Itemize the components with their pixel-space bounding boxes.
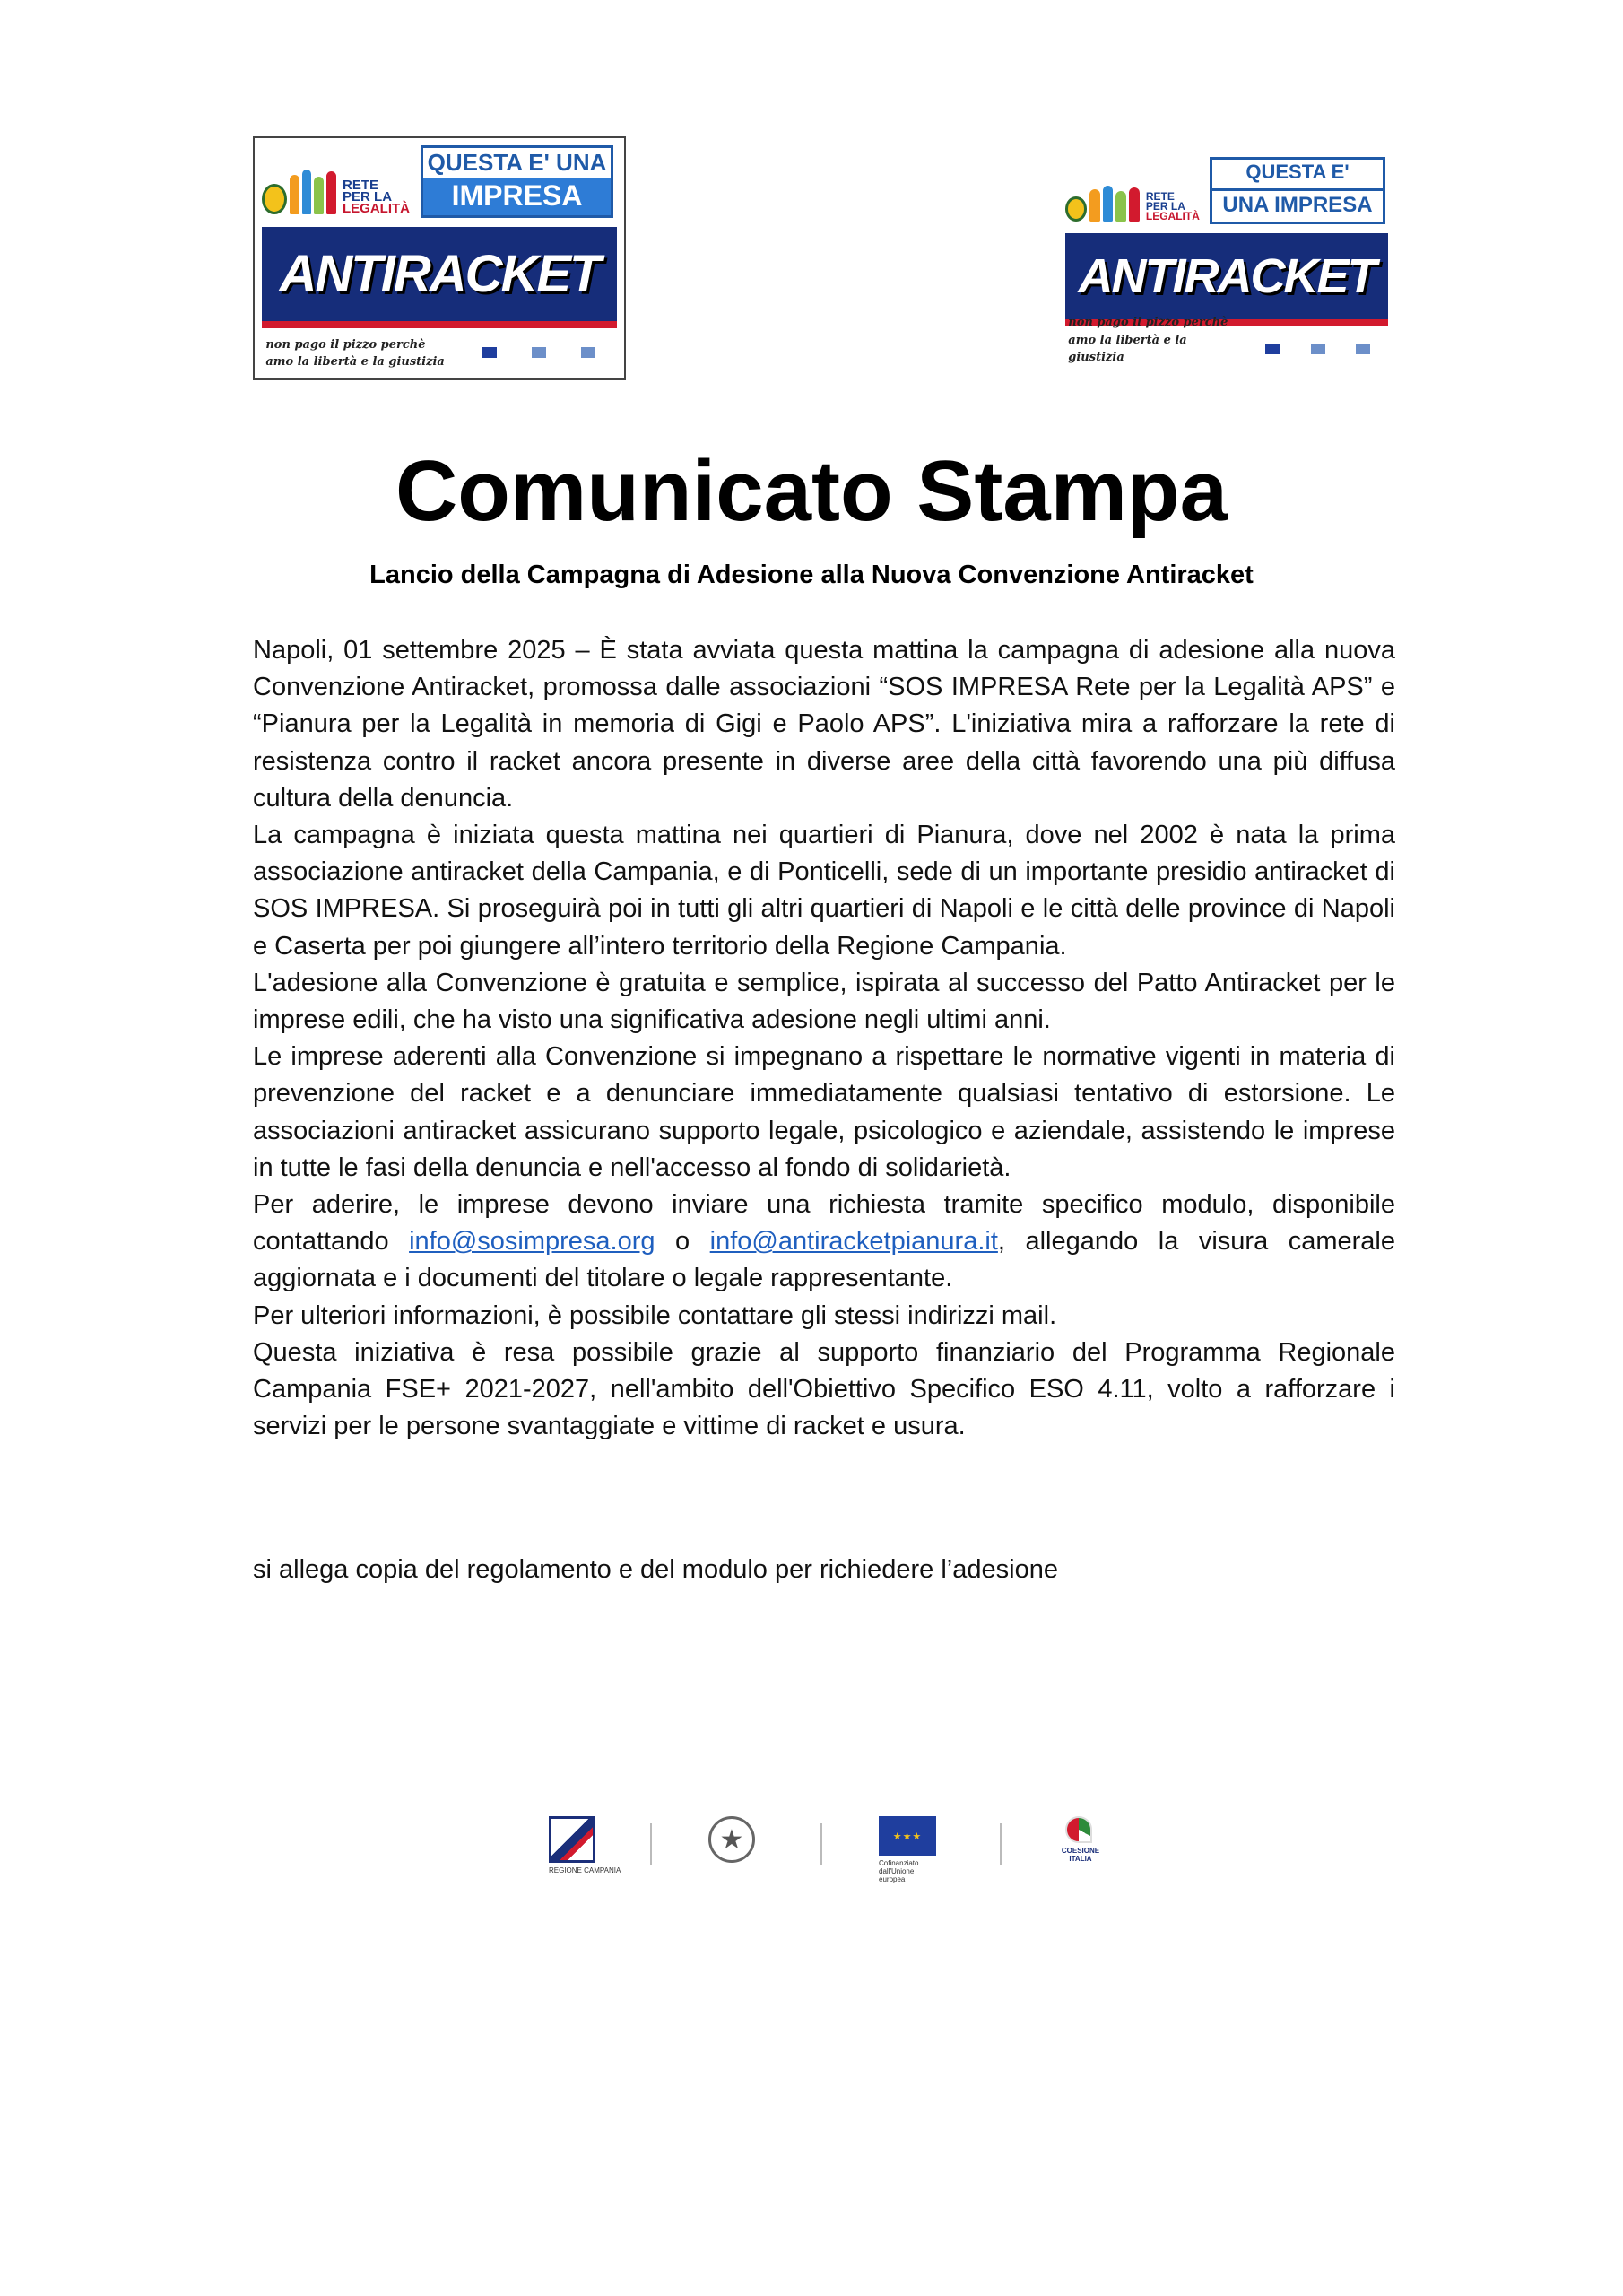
antiracket-logo-right [1058,151,1395,373]
emblem-icon [1311,344,1325,354]
how-to-join-or: o [655,1227,710,1257]
rete-legalita-emblem [262,144,410,214]
rete-line: RETE [343,177,379,193]
eu-caption [879,1859,938,1883]
footer-divider [1000,1823,1002,1865]
rete-line: PER LA [343,188,393,204]
emblem-icon [532,347,546,358]
logo-motto [1068,314,1244,367]
questa-line: QUESTA E' [1212,160,1383,187]
attachment-note: si allega copia del regolamento e del modulo per richiedere l’adesione [253,1555,1058,1584]
person-figure-icon [290,175,299,214]
rete-legalita-text [343,179,410,214]
rete-legalita-emblem [1065,155,1200,221]
logo-motto [265,336,457,371]
footer-divider [820,1823,822,1865]
logo-top-row [255,138,624,224]
how-to-join-rest: , allegando la visura camerale aggiornata e i documenti del titolare o legale rappresentante. [253,1227,1395,1293]
person-figure-icon [1103,186,1114,222]
eu-flag-icon [482,347,497,358]
coesione-italia-logo [1058,1816,1103,1863]
questa-line: QUESTA E' UNA [423,148,610,178]
impresa-line: IMPRESA [423,178,610,215]
emblem-star-icon: ★ [708,1816,755,1863]
person-figure-icon [326,171,336,214]
campania-icon [1356,344,1370,354]
antiracket-logo-left [253,136,626,380]
paragraph-how-to-join [253,1187,1395,1298]
antiracket-text: ANTIRACKET [1078,248,1376,303]
eu-flag-icon [1265,344,1280,354]
person-figure-icon [1129,187,1140,222]
campania-caption: REGIONE CAMPANIA [549,1866,621,1874]
motto-line: non pago il pizzo perchè [265,337,426,352]
paragraph-commitments: Le imprese aderenti alla Convenzione si impegnano a rispettare le normative vigenti in materia di prevenzione del racket e a denunciare immediatamente qualsiasi tentativo di estorsione. Le associazioni antiracket assicurano supporto legale, psicologico e aziendale, assistendo le imprese in tutte le fasi della denuncia e nell'accesso al fondo di solidarietà. [253,1042,1395,1182]
coesione-caption-line: COESIONE [1061,1847,1100,1855]
antiracket-band [262,227,617,328]
paragraph-contact: Per ulteriori informazioni, è possibile contattare gli stessi indirizzi mail. [253,1300,1057,1330]
eu-cofunded-logo [879,1816,938,1883]
funding-logos-footer [538,1816,1112,1888]
footer-divider [650,1823,652,1865]
eu-caption-line: Cofinanziato [879,1859,919,1867]
coesione-mark-icon [1065,1816,1092,1843]
rete-line: PER LA [1145,199,1185,213]
campania-mark-icon [549,1816,595,1863]
person-figure-icon [314,177,324,214]
coesione-caption [1058,1847,1103,1863]
sponsor-mini-logos [465,340,613,364]
eu-flag-icon: ★★★ [879,1816,936,1856]
sos-impresa-seal-icon [262,184,287,214]
press-release-body [253,632,1395,1445]
paragraph-intro: Napoli, 01 settembre 2025 – È stata avviata questa mattina la campagna di adesione alla nuova Convenzione Antiracket, promossa dalle associazioni “SOS IMPRESA Rete per la Legalità APS” e “Pianura per la Legalità in memoria di Gigi e Paolo APS”. L'iniziativa mira a rafforzare la rete di resistenza contro il racket ancora presente in diverse aree della città favorendo una più diffusa cultura della denuncia. [253,636,1395,813]
eu-caption-line: dall'Unione europea [879,1867,915,1883]
italian-republic-emblem [708,1816,759,1870]
motto-line: non pago il pizzo perchè [1068,316,1228,330]
impresa-line: UNA IMPRESA [1212,188,1383,222]
rete-legalita-text [1145,189,1200,222]
rete-line: RETE [1145,189,1175,203]
paragraph-funding: Questa iniziativa è resa possibile grazie al supporto finanziario del Programma Regionale Campania FSE+ 2021-2027, nell'ambito dell'Obiettivo Specifico ESO 4.11, volto a rafforzare i servizi per le persone svantaggiate e vittime di racket e usura. [253,1337,1395,1441]
person-figure-icon [1089,189,1100,222]
email-link-antiracketpianura[interactable]: info@antiracketpianura.it [709,1227,998,1257]
person-figure-icon [302,170,312,214]
antiracket-band [1065,233,1389,326]
person-figure-icon [1115,191,1126,222]
antiracket-text: ANTIRACKET [279,244,600,303]
paragraph-campaign: La campagna è iniziata questa mattina nei quartieri di Pianura, dove nel 2002 è nata la prima associazione antiracket della Campania, e di Ponticelli, sede di un importante presidio antiracket di SOS IMPRESA. Si proseguirà poi in tutti gli altri quartieri di Napoli e le città delle province di Napoli e Caserta per poi giungere all’intero territorio della Regione Campania. [253,821,1395,961]
questa-impresa-box [421,145,612,218]
logo-top-row [1058,151,1395,230]
page-subtitle: Lancio della Campagna di Adesione alla Nuova Convenzione Antiracket [369,561,1254,589]
how-to-join-text: Per aderire, le imprese devono inviare una richiesta tramite specifico modulo, disponibile contattando [253,1190,1395,1257]
campania-icon [581,347,595,358]
rete-line: LEGALITÀ [1145,209,1200,222]
sponsor-mini-logos [1250,337,1384,360]
paragraph-adhesion: L'adesione alla Convenzione è gratuita e semplice, ispirata al successo del Patto Antiracket per le imprese edili, che ha visto una significativa adesione negli ultimi anni. [253,968,1395,1035]
email-link-sosimpresa[interactable]: info@sosimpresa.org [409,1227,655,1257]
motto-line: amo la libertà e la giustizia [1068,333,1187,365]
motto-line: amo la libertà e la giustizia [265,355,445,370]
sos-impresa-seal-icon [1065,196,1087,222]
questa-impresa-box [1210,157,1385,224]
page-title: Comunicato Stampa [395,443,1228,539]
coesione-caption-line: ITALIA [1069,1855,1092,1863]
rete-line: LEGALITÀ [343,200,411,216]
regione-campania-logo [549,1816,621,1874]
